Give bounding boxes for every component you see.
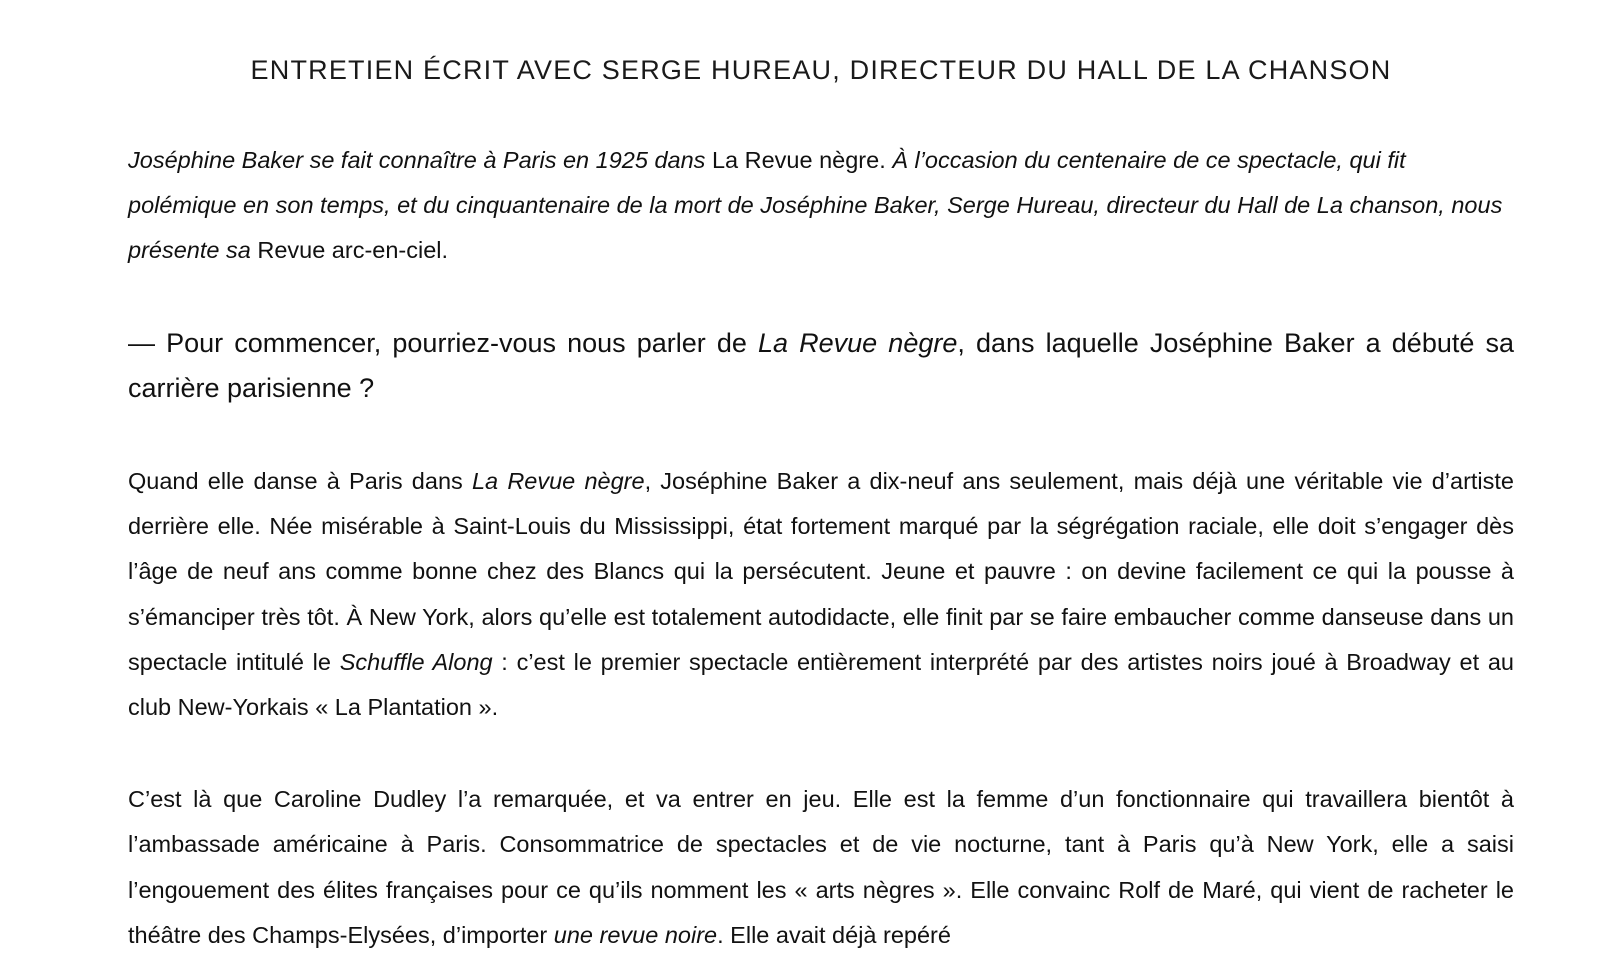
question-emphasis: La Revue nègre (758, 328, 958, 358)
intro-paragraph (128, 138, 1514, 273)
para1-text-3: : c’est le premier spectacle entièrement interprété par des artistes noirs joué à Broadway et au club New-Yorkais « La Plantation ». (128, 648, 1514, 721)
para1-text-2: , Joséphine Baker a dix-neuf ans seulement, mais déjà une véritable vie d’artiste derrière elle. Née misérable à Saint-Louis du Mississippi, état fortement marqué par la ségrégation raciale, elle doit s’engager dès l’âge de neuf ans comme bonne chez des Blancs qui la persécutent. Jeune et pauvre : on devine facilement ce qui la pousse à s’émanciper très tôt. À New York, alors qu’elle est totalement autodidacte, elle finit par se faire embaucher comme danseuse dans un spectacle intitulé le (128, 468, 1514, 675)
para2-text-1: C’est là que Caroline Dudley l’a remarquée, et va entrer en jeu. Elle est la femme d’un fonctionnaire qui travaillera bientôt à l’ambassade américaine à Paris. Consommatrice de spectacles et de vie nocturne, tant à Paris qu’à New York, elle a saisi l’engouement des élites françaises pour ce qu’ils nomment les « arts nègres ». Elle convainc Rolf de Maré, qui vient de racheter le théâtre des Champs-Elysées, d’importer (128, 786, 1514, 948)
intro-italic-1: Joséphine Baker se fait connaître à Paris en 1925 dans (128, 147, 706, 173)
answer-paragraph-2 (128, 777, 1514, 958)
para1-text-1: Quand elle danse à Paris dans (128, 468, 472, 494)
para1-emphasis-2: Schuffle Along (339, 648, 493, 675)
answer-paragraph-1 (128, 459, 1514, 730)
para1-emphasis-1: La Revue nègre (471, 468, 645, 494)
intro-title-2: Revue arc-en-ciel. (250, 237, 449, 263)
question-text-1: — Pour commencer, pourriez-vous nous parler de (128, 328, 759, 358)
intro-italic-2: À l’occasion du centenaire de ce spectacle, qui fit polémique en son temps, et du cinquantenaire de la mort de Joséphine Baker, Serge Hureau, directeur du Hall de La chanson, nous présente sa (128, 147, 1503, 263)
article-headline: ENTRETIEN ÉCRIT AVEC SERGE HUREAU, DIRECTEUR DU HALL DE LA CHANSON (250, 55, 1392, 85)
article (128, 0, 1514, 958)
para2-text-2: . Elle avait déjà repéré (717, 921, 951, 948)
question-text-2: , dans laquelle Joséphine Baker a débuté sa carrière parisienne ? (128, 328, 1514, 403)
interview-question (128, 321, 1514, 411)
para2-emphasis-1: une revue noire (553, 921, 718, 948)
intro-title-1: La Revue nègre. (705, 147, 893, 173)
